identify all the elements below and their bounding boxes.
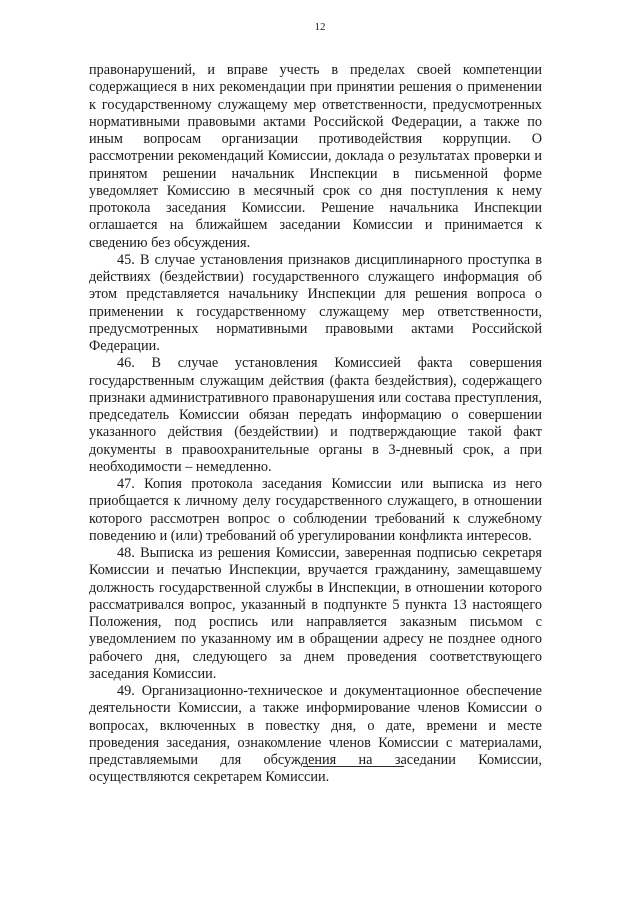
paragraph-item-47: 47. Копия протокола заседания Комиссии или выписка из него приобщается к личному делу государственного служащего, в отношении которого рассмотрен вопрос о соблюдении требований к служебному поведению и (или) требований об урегулировании конфликта интересов. [89, 476, 542, 544]
paragraph-item-45: 45. В случае установления признаков дисциплинарного проступка в действиях (бездействии) государственного служащего информация об этом представляется начальнику Инспекции для решения вопроса о применении к государственному служащему мер ответственности, предусмотренных нормативными правовыми актами Российской Федерации. [89, 251, 542, 354]
document-body [89, 62, 542, 787]
paragraph-item-49: 49. Организационно-техническое и документационное обеспечение деятельности Комиссии, а также информирование членов Комиссии о вопросах, включенных в повестку дня, о дате, времени и месте проведения заседания, ознакомление членов Комиссии с материалами, представляемыми для обсуждения на заседании Комиссии, осуществляются секретарем Комиссии. [89, 683, 542, 786]
paragraph-item-46: 46. В случае установления Комиссией факта совершения государственным служащим действия (факта бездействия), содержащего признаки административного правонарушения или состава преступления, председатель Комиссии обязан передать информацию о совершении указанного действия (бездействии) и подтверждающие такой факт документы в правоохранительные органы в 3-дневный срок, а при необходимости – немедленно. [89, 355, 542, 475]
end-of-document-rule [303, 766, 404, 767]
paragraph-continuation: правонарушений, и вправе учесть в пределах своей компетенции содержащиеся в них рекомендации при принятии решения о применении к государственному служащему мер ответственности, предусмотренных нормативными правовыми актами Российской Федерации, а также по иным вопросам организации противодействия коррупции. О рассмотрении рекомендаций Комиссии, доклада о результатах проверки и принятом решении начальник Инспекции в письменной форме уведомляет Комиссию в месячный срок со дня поступления к нему протокола заседания Комиссии. Решение начальника Инспекции оглашается на ближайшем заседании Комиссии и принимается к сведению без обсуждения. [89, 62, 542, 251]
page-number: 12 [314, 21, 326, 33]
paragraph-item-48: 48. Выписка из решения Комиссии, заверенная подписью секретаря Комиссии и печатью Инспекции, вручается гражданину, замещавшему должность государственной службы в Инспекции, в отношении которого рассматривался вопрос, указанный в подпункте 5 пункта 13 настоящего Положения, под роспись или направляется заказным письмом с уведомлением по указанному им в обращении адресу не позднее одного рабочего дня, следующего за днем проведения соответствующего заседания Комиссии. [89, 545, 542, 682]
